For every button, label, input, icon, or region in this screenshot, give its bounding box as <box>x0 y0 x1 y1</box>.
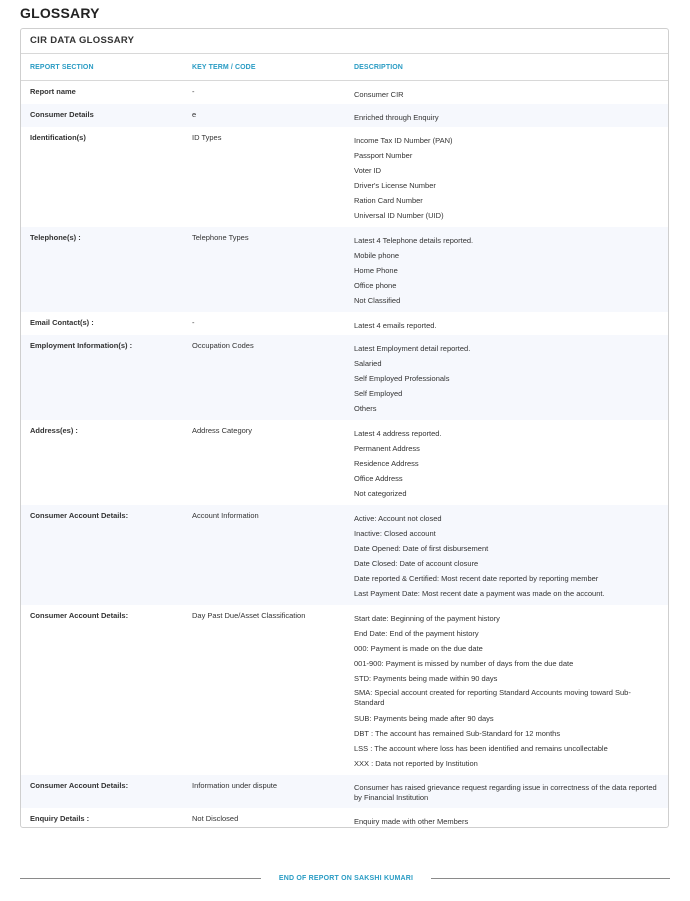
table-row <box>21 420 668 505</box>
report-section-cell: Consumer Account Details: <box>30 781 129 790</box>
description-line: Active: Account not closed <box>354 514 442 523</box>
description-line: Ration Card Number <box>354 196 423 205</box>
glossary-table-body <box>21 81 668 828</box>
description-cell <box>345 127 668 227</box>
description-line: Universal ID Number (UID) <box>354 211 444 220</box>
description-line: Date Opened: Date of first disbursement <box>354 544 489 553</box>
key-term-cell: Information under dispute <box>192 781 278 790</box>
table-row <box>21 81 668 104</box>
description-line: Consumer CIR <box>354 90 404 99</box>
description-line: Home Phone <box>354 266 398 275</box>
description-cell <box>345 420 668 505</box>
report-section-cell: Identification(s) <box>30 133 86 142</box>
report-section-cell: Employment Information(s) : <box>30 341 133 350</box>
report-section-cell: Enquiry Details : <box>30 814 90 823</box>
key-term-cell: ID Types <box>192 133 222 142</box>
key-term-cell: - <box>192 318 195 327</box>
column-header-description: DESCRIPTION <box>354 63 403 71</box>
table-row <box>21 104 668 127</box>
description-line: Latest 4 address reported. <box>354 429 442 438</box>
description-line: Driver's License Number <box>354 181 436 190</box>
description-line: DBT : The account has remained Sub-Standard for 12 months <box>354 729 561 738</box>
description-line: 001-900: Payment is missed by number of days from the due date <box>354 659 574 668</box>
description-line: Others <box>354 404 377 413</box>
table-row <box>21 312 668 335</box>
description-line: Enquiry made with other Members <box>354 817 469 826</box>
description-line: Permanent Address <box>354 444 420 453</box>
description-line: Voter ID <box>354 166 382 175</box>
description-cell <box>345 808 668 828</box>
description-cell <box>345 505 668 605</box>
description-line: Date reported & Certified: Most recent date reported by reporting member <box>354 574 599 583</box>
description-line: Date Closed: Date of account closure <box>354 559 479 568</box>
description-line: SUB: Payments being made after 90 days <box>354 714 494 723</box>
description-line: Inactive: Closed account <box>354 529 436 538</box>
description-line: Self Employed <box>354 389 403 398</box>
page-title: GLOSSARY <box>20 5 100 21</box>
description-line: Not Classified <box>354 296 401 305</box>
description-cell <box>345 335 668 420</box>
report-section-cell: Telephone(s) : <box>30 233 81 242</box>
report-section-cell: Report name <box>30 87 76 96</box>
table-row <box>21 808 668 828</box>
table-header <box>21 54 668 81</box>
description-line: STD: Payments being made within 90 days <box>354 674 498 683</box>
description-line: Mobile phone <box>354 251 400 260</box>
key-term-cell: e <box>192 110 197 119</box>
report-section-cell: Consumer Account Details: <box>30 511 129 520</box>
key-term-cell: Address Category <box>192 426 253 435</box>
description-line: Residence Address <box>354 459 419 468</box>
footer-divider-left <box>20 878 261 879</box>
description-line: Self Employed Professionals <box>354 374 450 383</box>
report-section-cell: Address(es) : <box>30 426 78 435</box>
table-row <box>21 127 668 227</box>
description-line: Last Payment Date: Most recent date a payment was made on the account. <box>354 589 605 598</box>
report-section-cell: Consumer Account Details: <box>30 611 129 620</box>
description-line: Salaried <box>354 359 382 368</box>
glossary-card <box>20 28 669 828</box>
description-line: XXX : Data not reported by Institution <box>354 759 478 768</box>
description-line: Latest Employment detail reported. <box>354 344 471 353</box>
description-line: Not categorized <box>354 489 407 498</box>
key-term-cell: - <box>192 87 195 96</box>
description-line: End Date: End of the payment history <box>354 629 479 638</box>
footer-divider-right <box>431 878 670 879</box>
end-of-report-text: END OF REPORT ON SAKSHI KUMARI <box>278 875 414 882</box>
report-section-cell: Consumer Details <box>30 110 94 119</box>
description-cell <box>345 81 668 104</box>
description-line: 000: Payment is made on the due date <box>354 644 483 653</box>
table-row <box>21 605 668 775</box>
report-section-cell: Email Contact(s) : <box>30 318 94 327</box>
description-line: Income Tax ID Number (PAN) <box>354 136 453 145</box>
description-cell <box>345 775 668 808</box>
key-term-cell: Telephone Types <box>192 233 249 242</box>
table-row <box>21 227 668 312</box>
table-row <box>21 335 668 420</box>
description-cell <box>345 227 668 312</box>
description-line: Latest 4 Telephone details reported. <box>354 236 474 245</box>
description-line: Office phone <box>354 281 397 290</box>
key-term-cell: Occupation Codes <box>192 341 254 350</box>
description-line: SMA: Special account created for reporting Standard Accounts moving toward Sub-Standard <box>354 688 631 707</box>
description-line: Consumer has raised grievance request regarding issue in correctness of the data reported by Financial Institution <box>354 783 657 802</box>
key-term-cell: Account Information <box>192 511 259 520</box>
description-cell <box>345 312 668 335</box>
description-cell <box>345 605 668 775</box>
description-line: LSS : The account where loss has been identified and remains uncollectable <box>354 744 608 753</box>
description-line: Enriched through Enquiry <box>354 113 439 122</box>
report-footer <box>20 873 670 885</box>
column-header-report-section: REPORT SECTION <box>30 63 94 71</box>
description-line: Office Address <box>354 474 403 483</box>
description-line: Start date: Beginning of the payment history <box>354 614 500 623</box>
table-row <box>21 505 668 605</box>
description-line: Passport Number <box>354 151 413 160</box>
table-row <box>21 775 668 808</box>
key-term-cell: Day Past Due/Asset Classification <box>192 611 306 620</box>
description-cell <box>345 104 668 127</box>
card-title: CIR DATA GLOSSARY <box>21 29 668 54</box>
column-header-key-term: KEY TERM / CODE <box>192 63 256 71</box>
description-line: Latest 4 emails reported. <box>354 321 437 330</box>
key-term-cell: Not Disclosed <box>192 814 239 823</box>
